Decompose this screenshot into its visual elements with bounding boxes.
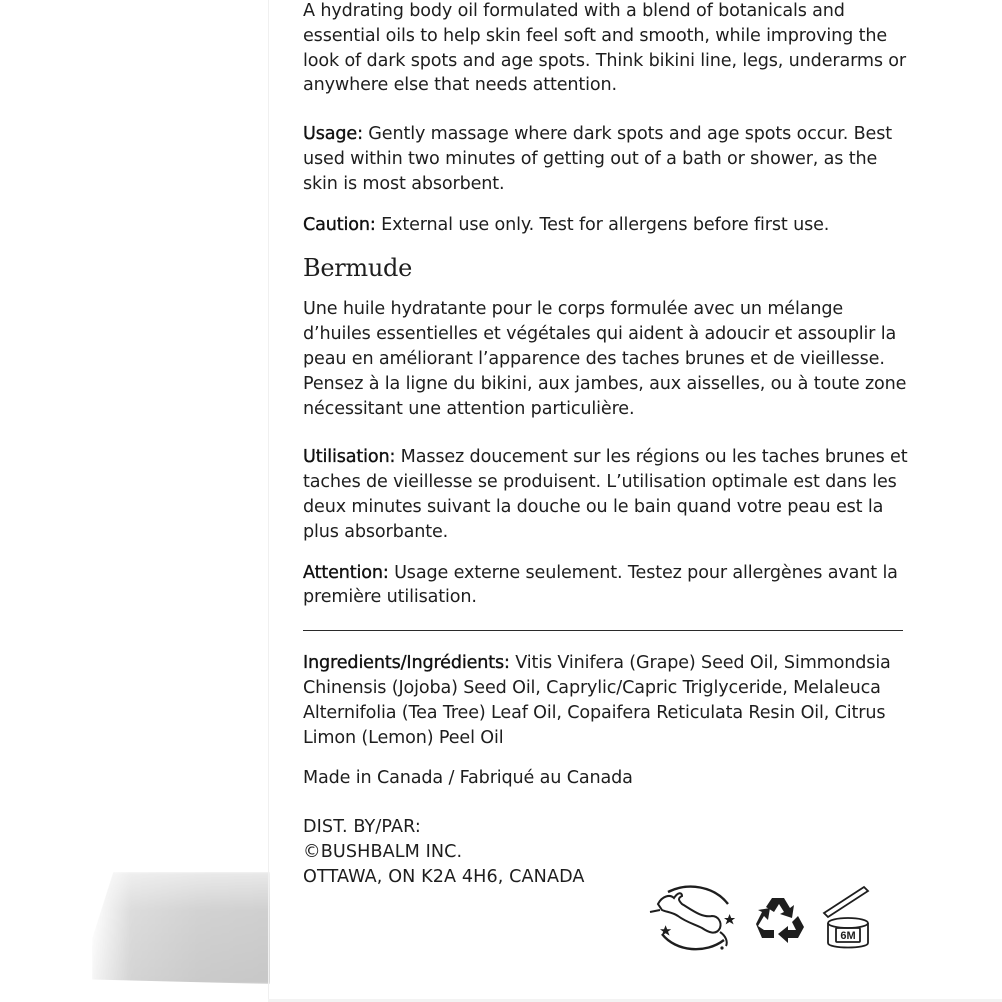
distributor-line-1: DIST. BY/PAR: bbox=[303, 817, 421, 838]
product-label bbox=[303, 0, 915, 890]
product-title-fr: Bermude bbox=[303, 254, 412, 283]
product-shadow bbox=[92, 872, 270, 984]
caution-en-text: External use only. Test for allergens before first use. bbox=[375, 214, 830, 235]
period-after-opening-icon bbox=[820, 885, 874, 951]
label-panel-edge bbox=[268, 0, 269, 1002]
distributor-line-3: OTTAWA, ON K2A 4H6, CANADA bbox=[303, 866, 585, 887]
caution-fr-text: Usage externe seulement. Testez pour allergènes avant la première utilisation. bbox=[303, 562, 898, 608]
origin: Made in Canada / Fabriqué au Canada bbox=[303, 768, 633, 789]
usage-fr bbox=[303, 445, 915, 544]
divider bbox=[303, 630, 903, 631]
caution-en bbox=[303, 213, 915, 238]
ingredients bbox=[303, 651, 915, 750]
ingredients-heading: Ingredients/Ingrédients: bbox=[303, 653, 510, 674]
caution-en-heading: Caution: bbox=[303, 214, 376, 235]
description-en: A hydrating body oil formulated with a blend of botanicals and essential oils to help skin feel soft and smooth, while improving the look of dark spots and age spots. Think bikini line, legs, underarms or anywhere else that needs attention. bbox=[303, 1, 907, 96]
certification-icons bbox=[648, 882, 888, 954]
ingredients-text: Vitis Vinifera (Grape) Seed Oil, Simmondsia Chinensis (Jojoba) Seed Oil, Caprylic/Capric Triglyceride, Melaleuca Alternifolia (Tea Tree) Leaf Oil, Copaifera Reticulata Resin Oil, Citrus Limon (Lemon) Peel Oil bbox=[303, 653, 891, 748]
usage-en bbox=[303, 122, 915, 196]
pao-label: 6M bbox=[840, 930, 856, 942]
usage-en-heading: Usage: bbox=[303, 124, 363, 145]
recycle-icon bbox=[754, 892, 806, 944]
distributor-line-2: ©BUSHBALM INC. bbox=[303, 841, 463, 862]
description-fr: Une huile hydratante pour le corps formulée avec un mélange d’huiles essentielles et végétales qui aident à adoucir et assouplir la peau en améliorant l’apparence des taches brunes et de vieillesse. Pensez à la ligne du bikini, aux jambes, aux aisselles, ou à toute zone nécessitant une attention particulière. bbox=[303, 299, 907, 419]
distributor bbox=[303, 815, 915, 889]
leaping-bunny-cruelty-free-icon bbox=[648, 882, 740, 954]
usage-fr-text: Massez doucement sur les régions ou les taches brunes et taches de vieillesse se produisent. L’utilisation optimale est dans les deux minutes suivant la douche ou le bain quand votre peau est la plus absorbante. bbox=[303, 447, 908, 542]
caution-fr bbox=[303, 561, 915, 611]
caution-fr-heading: Attention: bbox=[303, 562, 389, 583]
usage-en-text: Gently massage where dark spots and age spots occur. Best used within two minutes of getting out of a bath or shower, as the skin is most absorbent. bbox=[303, 124, 892, 194]
usage-fr-heading: Utilisation: bbox=[303, 447, 396, 468]
